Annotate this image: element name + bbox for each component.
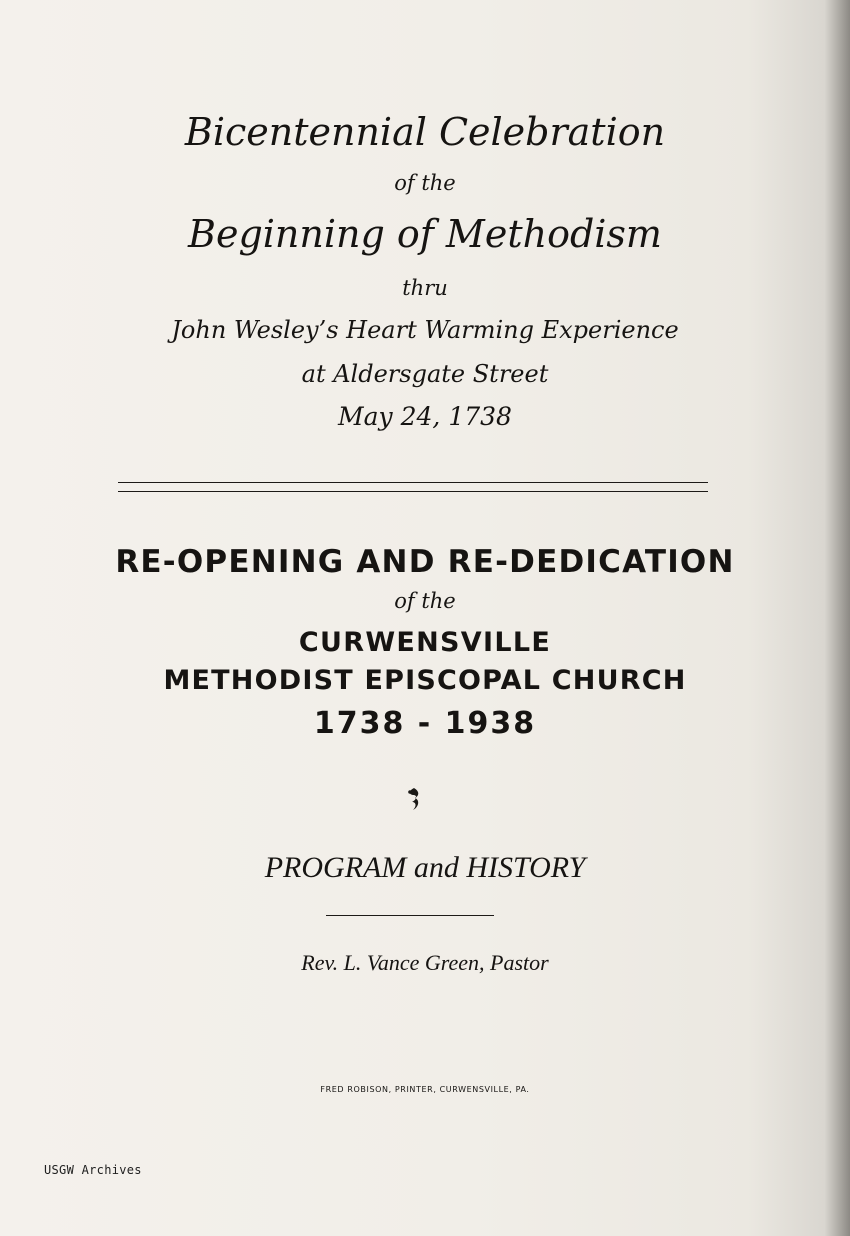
title-line-5: John Wesley’s Heart Warming Experience [171,316,679,344]
title-line-7: May 24, 1738 [338,402,512,431]
archive-footer: USGW Archives [44,1163,142,1177]
church-name: METHODIST EPISCOPAL CHURCH [163,665,687,696]
title-line-6: at Aldersgate Street [301,360,549,388]
rededication-of-the: of the [394,589,456,613]
title-line-2: of the [394,171,456,195]
pastor-name: Rev. L. Vance Green, Pastor [301,950,549,975]
title-line-1: Bicentennial Celebration [184,110,666,154]
rededication-heading: RE-OPENING AND RE-DEDICATION [115,544,735,580]
printer-line: FRED ROBISON, PRINTER, CURWENSVILLE, PA. [320,1085,530,1094]
ornament-icon [404,785,422,813]
title-line-3: Beginning of Methodism [188,212,662,256]
title-line-4: thru [402,276,448,300]
church-location: CURWENSVILLE [298,627,552,658]
church-years: 1738 - 1938 [313,706,537,741]
short-rule [326,915,494,916]
double-rule-divider [118,482,708,492]
program-heading: PROGRAM and HISTORY [264,851,586,884]
